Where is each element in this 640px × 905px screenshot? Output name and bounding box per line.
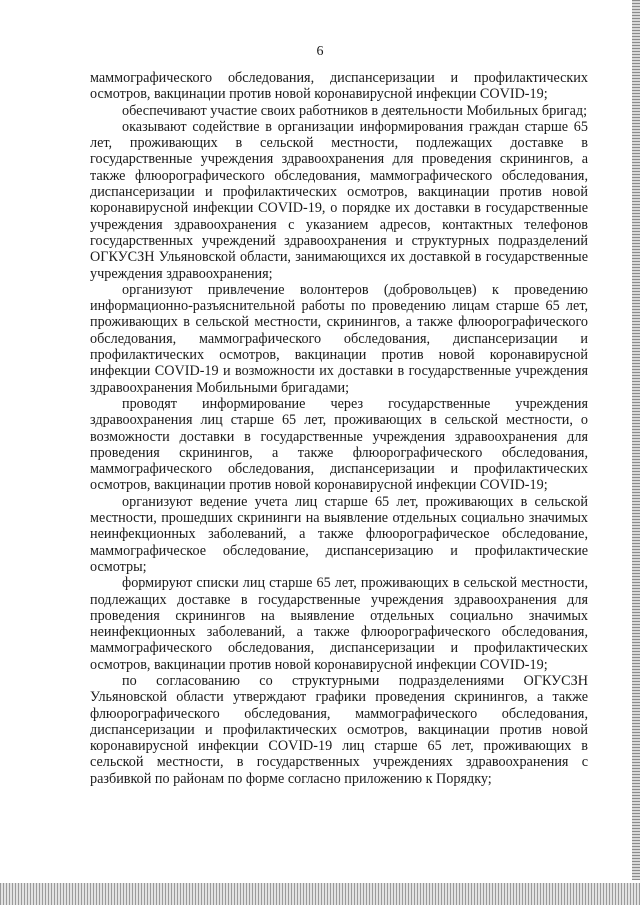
- paragraph: обеспечивают участие своих работников в деятельности Мобильных бригад;: [122, 102, 588, 119]
- scan-edge-right: [632, 0, 640, 880]
- paragraph: по согласованию со структурными подразделениями ОГКУСЗН Ульяновской области утверждают графики проведения скринингов, а также флюорографического обследования, маммографического обследования, диспансеризации и профилактических осмотров, вакцинации против новой коронавирусной инфекции COVID-19 лиц старше 65 лет, проживающих в сельской местности, в государственных учреждениях здравоохранения с разбивкой по районам по форме согласно приложению к Порядку;: [90, 672, 588, 787]
- page-number: 6: [316, 44, 324, 59]
- document-body: [90, 70, 588, 787]
- paragraph: проводят информирование через государственные учреждения здравоохранения лиц старше 65 лет, проживающих в сельской местности, о возможности доставки в государственные учреждения здравоохранения для проведения скринингов, а также флюорографического обследования, маммографического обследования, диспансеризации и профилактических осмотров, вакцинации против новой коронавирусной инфекции COVID-19;: [90, 395, 588, 494]
- paragraph-continued: маммографического обследования, диспансеризации и профилактических осмотров, вакцинации против новой коронавирусной инфекции COVID-19;: [90, 70, 588, 103]
- scan-edge-bottom: [0, 883, 640, 905]
- paragraph: организуют ведение учета лиц старше 65 лет, проживающих в сельской местности, прошедших скрининги на выявление отдельных социально значимых неинфекционных заболеваний, а также флюорографическое обследование, маммографическое обследование, диспансеризацию и профилактические осмотры;: [90, 493, 588, 575]
- paragraph: организуют привлечение волонтеров (добровольцев) к проведению информационно-разъяснительной работы по проведению лицам старше 65 лет, проживающих в сельской местности, скринингов, а также флюорографического обследования, маммографического обследования, диспансеризации и профилактических осмотров, вакцинации против новой коронавирусной инфекции COVID-19 и возможности их доставки в государственные учреждения здравоохранения Мобильными бригадами;: [90, 281, 588, 396]
- paragraph: формируют списки лиц старше 65 лет, проживающих в сельской местности, подлежащих доставке в государственные учреждения здравоохранения для проведения скринингов на выявление отдельных социально значимых неинфекционных заболеваний, а также флюорографического обследования, маммографического обследования, диспансеризации и профилактических осмотров, вакцинации против новой коронавирусной инфекции COVID-19;: [90, 575, 588, 673]
- paragraph: оказывают содействие в организации информирования граждан старше 65 лет, проживающих в сельской местности, подлежащих доставке в государственные учреждения здравоохранения для проведения скринингов, а также флюорографического обследования, маммографического обследования, диспансеризации и профилактических осмотров, вакцинации против новой коронавирусной инфекции COVID-19, о порядке их доставки в государственные учреждения здравоохранения с указанием адресов, контактных телефонов государственных учреждений здравоохранения и структурных подразделений ОГКУСЗН Ульяновской области, занимающихся их доставкой в государственные учреждения здравоохранения;: [90, 118, 588, 282]
